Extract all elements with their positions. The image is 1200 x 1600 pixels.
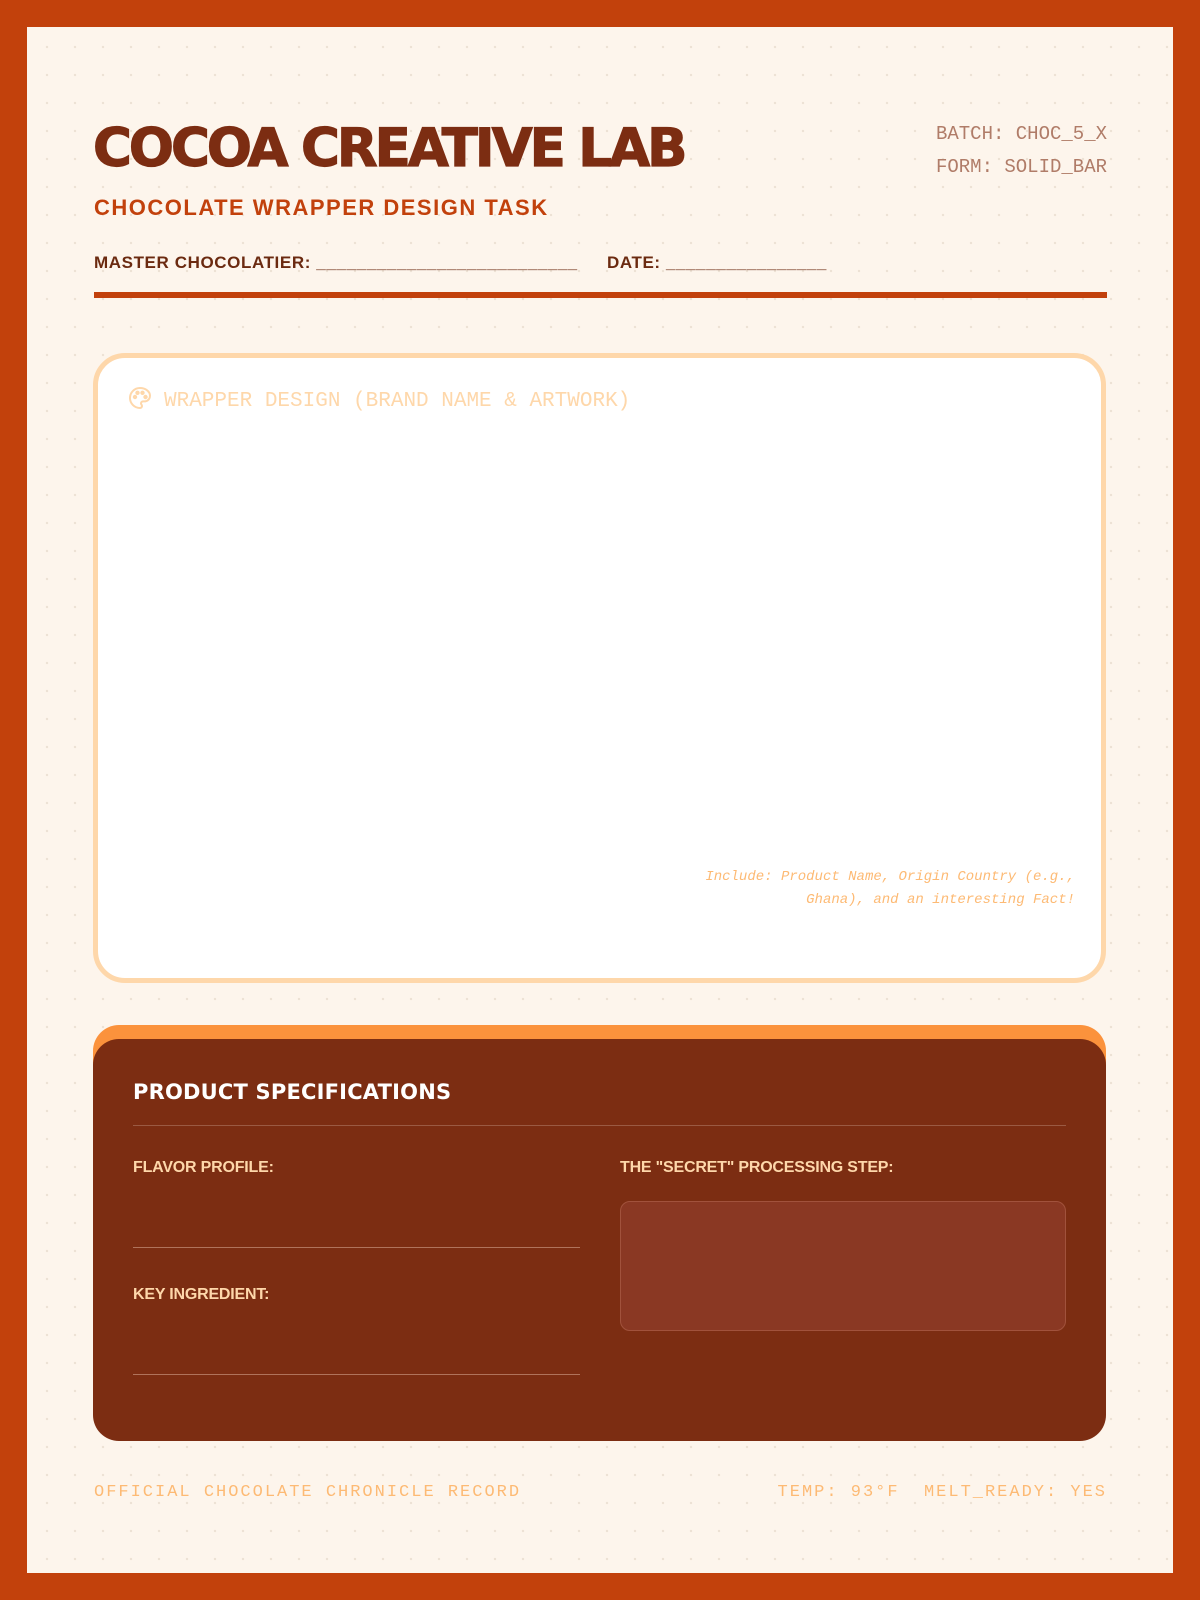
key-ingredient-line[interactable] — [133, 1374, 580, 1375]
batch-code: BATCH: CHOC_5_X — [935, 123, 1107, 145]
header-divider — [94, 292, 1107, 298]
chocolatier-field[interactable] — [94, 253, 578, 273]
palette-icon — [128, 386, 152, 417]
spec-title: PRODUCT SPECIFICATIONS — [133, 1080, 452, 1104]
product-specifications-panel — [93, 1039, 1106, 1441]
key-ingredient-label: KEY INGREDIENT: — [133, 1286, 270, 1303]
flavor-profile-line[interactable] — [133, 1247, 580, 1248]
footer-record: OFFICIAL CHOCOLATE CHRONICLE RECORD — [94, 1483, 522, 1502]
worksheet-page — [27, 27, 1173, 1573]
wrapper-design-heading — [128, 386, 630, 417]
secret-step-label: THE "SECRET" PROCESSING STEP: — [620, 1159, 894, 1176]
page-subtitle: CHOCOLATE WRAPPER DESIGN TASK — [94, 195, 549, 220]
wrapper-design-label: WRAPPER DESIGN (BRAND NAME & ARTWORK) — [164, 390, 631, 413]
secret-step-box[interactable] — [620, 1201, 1066, 1331]
wrapper-design-hint: Include: Product Name, Origin Country (e.g., Ghana), and an interesting Fact! — [705, 869, 1075, 908]
date-field[interactable] — [607, 253, 827, 273]
flavor-profile-label: FLAVOR PROFILE: — [133, 1159, 274, 1176]
chocolatier-blank[interactable]: __________________________ — [316, 253, 578, 272]
date-label: DATE: — [607, 253, 661, 272]
spec-divider — [133, 1125, 1066, 1126]
wrapper-design-area[interactable] — [93, 353, 1106, 983]
page-title: COCOA CREATIVE LAB — [93, 118, 685, 179]
chocolatier-label: MASTER CHOCOLATIER: — [94, 253, 311, 272]
date-blank[interactable]: ________________ — [666, 253, 827, 272]
footer-status: TEMP: 93°F MELT_READY: YES — [777, 1483, 1107, 1502]
form-type: FORM: SOLID_BAR — [935, 156, 1107, 178]
batch-info — [936, 118, 1107, 184]
